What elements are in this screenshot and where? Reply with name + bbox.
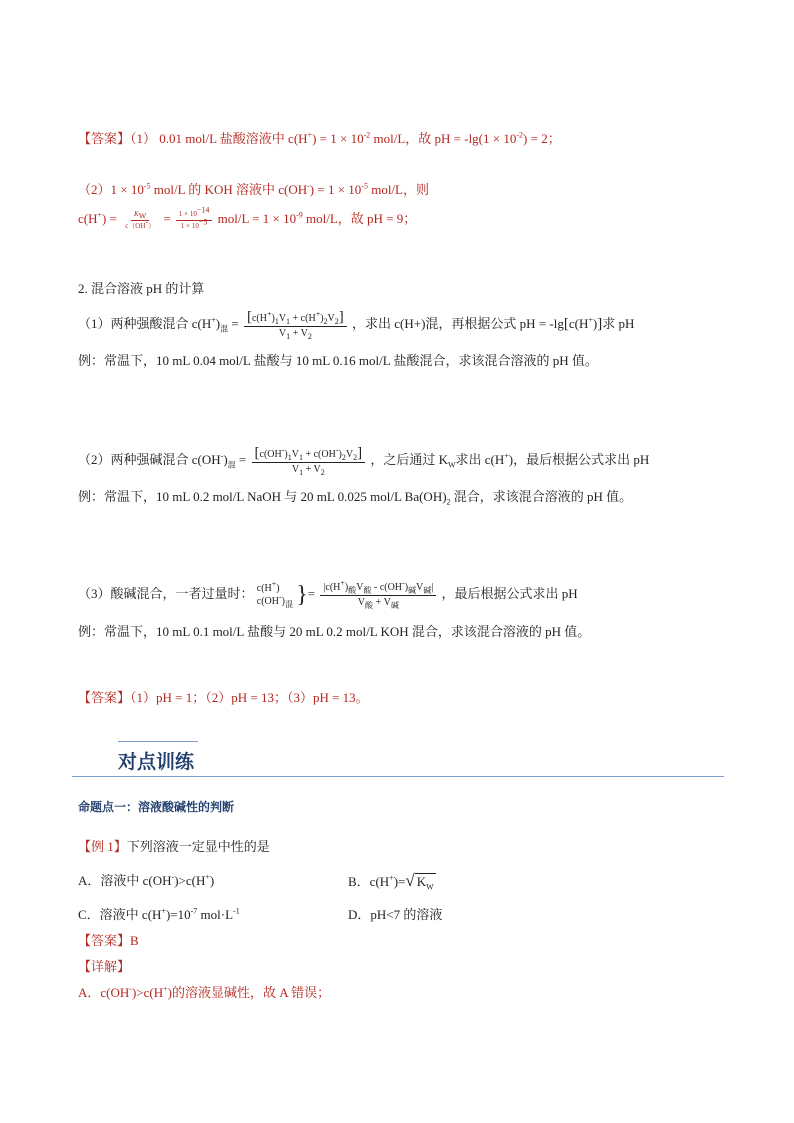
answer-label: 【答案】B — [78, 933, 139, 948]
topic-heading: 命题点一：溶液酸碱性的判断 — [78, 800, 235, 814]
training-title: 对点训练 — [118, 751, 195, 773]
mix-answer: 【答案】（1）pH = 1；（2）pH = 13；（3）pH = 13。 — [78, 690, 369, 705]
base-fraction: $\frac{[c(OH^-)_1V_1 + c(OH^-)_2V_2]}{V_1 + V_2}$ — [252, 447, 366, 476]
kw-over-oh-fraction: $\frac{KW}{c(OH-)}$ — [125, 209, 156, 230]
acid-example: 例：常温下，10 mL 0.04 mol/L 盐酸与 10 mL 0.16 mol/L 盐酸混合，求该混合溶液的 pH 值。 — [78, 353, 598, 368]
section-bottom-rule — [72, 776, 724, 777]
acid-base-mix-formula: （3）酸碱混合，一者过量时： c(H+) $c(OH^-)_混$ }= $\frac{|c(H^+)_酸V_酸 - c(OH^-)_碱V_碱|}{V_酸 + V_碱}$ ，最后根据公式求出 pH — [78, 578, 578, 610]
mix-fraction: $\frac{|c(H^+)_酸V_酸 - c(OH^-)_碱V_碱|}{V_酸 + V_碱}$ — [320, 582, 436, 609]
option-b[interactable]: B．c(H+)=√ $K_W$ — [348, 871, 434, 892]
option-c[interactable]: C．溶液中 $c(H^+)=10^{-7}$ $mol\cdot L^{-1}$ — [78, 906, 240, 922]
answer-line-2: $(2)1 \times 10^{-5}$ mol/L 的 KOH 溶液中 $c(OH^-) = 1 \times 10^{-5}$ mol/L，则 — [78, 181, 429, 197]
section-top-rule — [118, 741, 198, 742]
answer-tag: 【答案】 — [78, 131, 131, 146]
strong-acid-formula: （1）两种强酸混合 $c(H^+)_混$ = $\frac{[c(H^+)_1V_1 + c(H^+)_2V_2]}{V_1 + V_2}$ ，求出 c(H+)混，再根据公式 pH = -lg[c(H+)]求 pH — [78, 308, 635, 341]
option-d[interactable]: D．pH<7 的溶液 — [348, 907, 443, 922]
question-tag: 【例 1】 — [78, 839, 127, 854]
question: 【例 1】下列溶液一定显中性的是 — [78, 839, 270, 854]
answer-line-1: 【答案】（1） 0.01 mol/L 盐酸溶液中 $c(H^+) = 1 \times 10^{-2}$ mol/L，故 pH = $-\lg(1 \times 10^{-2}) = 2$； — [78, 130, 561, 146]
option-a[interactable]: A．溶液中 c(OH-)>c(H+) — [78, 872, 215, 888]
strong-base-formula: （2）两种强碱混合 $c(OH^-)_混$ = $\frac{[c(OH^-)_1V_1 + c(OH^-)_2V_2]}{V_1 + V_2}$ ，之后通过 $K_W$求出 c(H+)，最后根据公式求出 pH — [78, 444, 650, 477]
mix-example: 例：常温下，10 mL 0.1 mol/L 盐酸与 20 mL 0.2 mol/L KOH 混合，求该混合溶液的 pH 值。 — [78, 624, 591, 639]
acid-fraction: $\frac{[c(H^+)_1V_1 + c(H^+)_2V_2]}{V_1 + V_2}$ — [244, 311, 347, 340]
sqrt-symbol: √ — [405, 871, 415, 890]
numeric-fraction: $\frac{1 \times 10-14}{1 \times 10-5}$ — [176, 210, 212, 231]
detail-line-a: A．c(OH-)>c(H+)的溶液显碱性，故 A 错误； — [78, 984, 331, 1000]
answer-line-3: c(H+) = $\frac{KW}{c(OH-)}$ = $\frac{1 \times 10-14}{1 \times 10-5}$ $mol/L = 1 \times 10^{-9}$ mol/L，故 pH = 9； — [78, 205, 417, 230]
section-heading: 2. 混合溶液 pH 的计算 — [78, 281, 205, 296]
detail-label: 【详解】 — [78, 959, 131, 974]
base-example: 例：常温下，10 mL 0.2 mol/L NaOH 与 20 mL 0.025 mol/L $Ba(OH)_2$ 混合，求该混合溶液的 pH 值。 — [78, 489, 633, 507]
excess-ion-stack: c(H+) $c(OH^-)_混$ — [256, 579, 293, 610]
